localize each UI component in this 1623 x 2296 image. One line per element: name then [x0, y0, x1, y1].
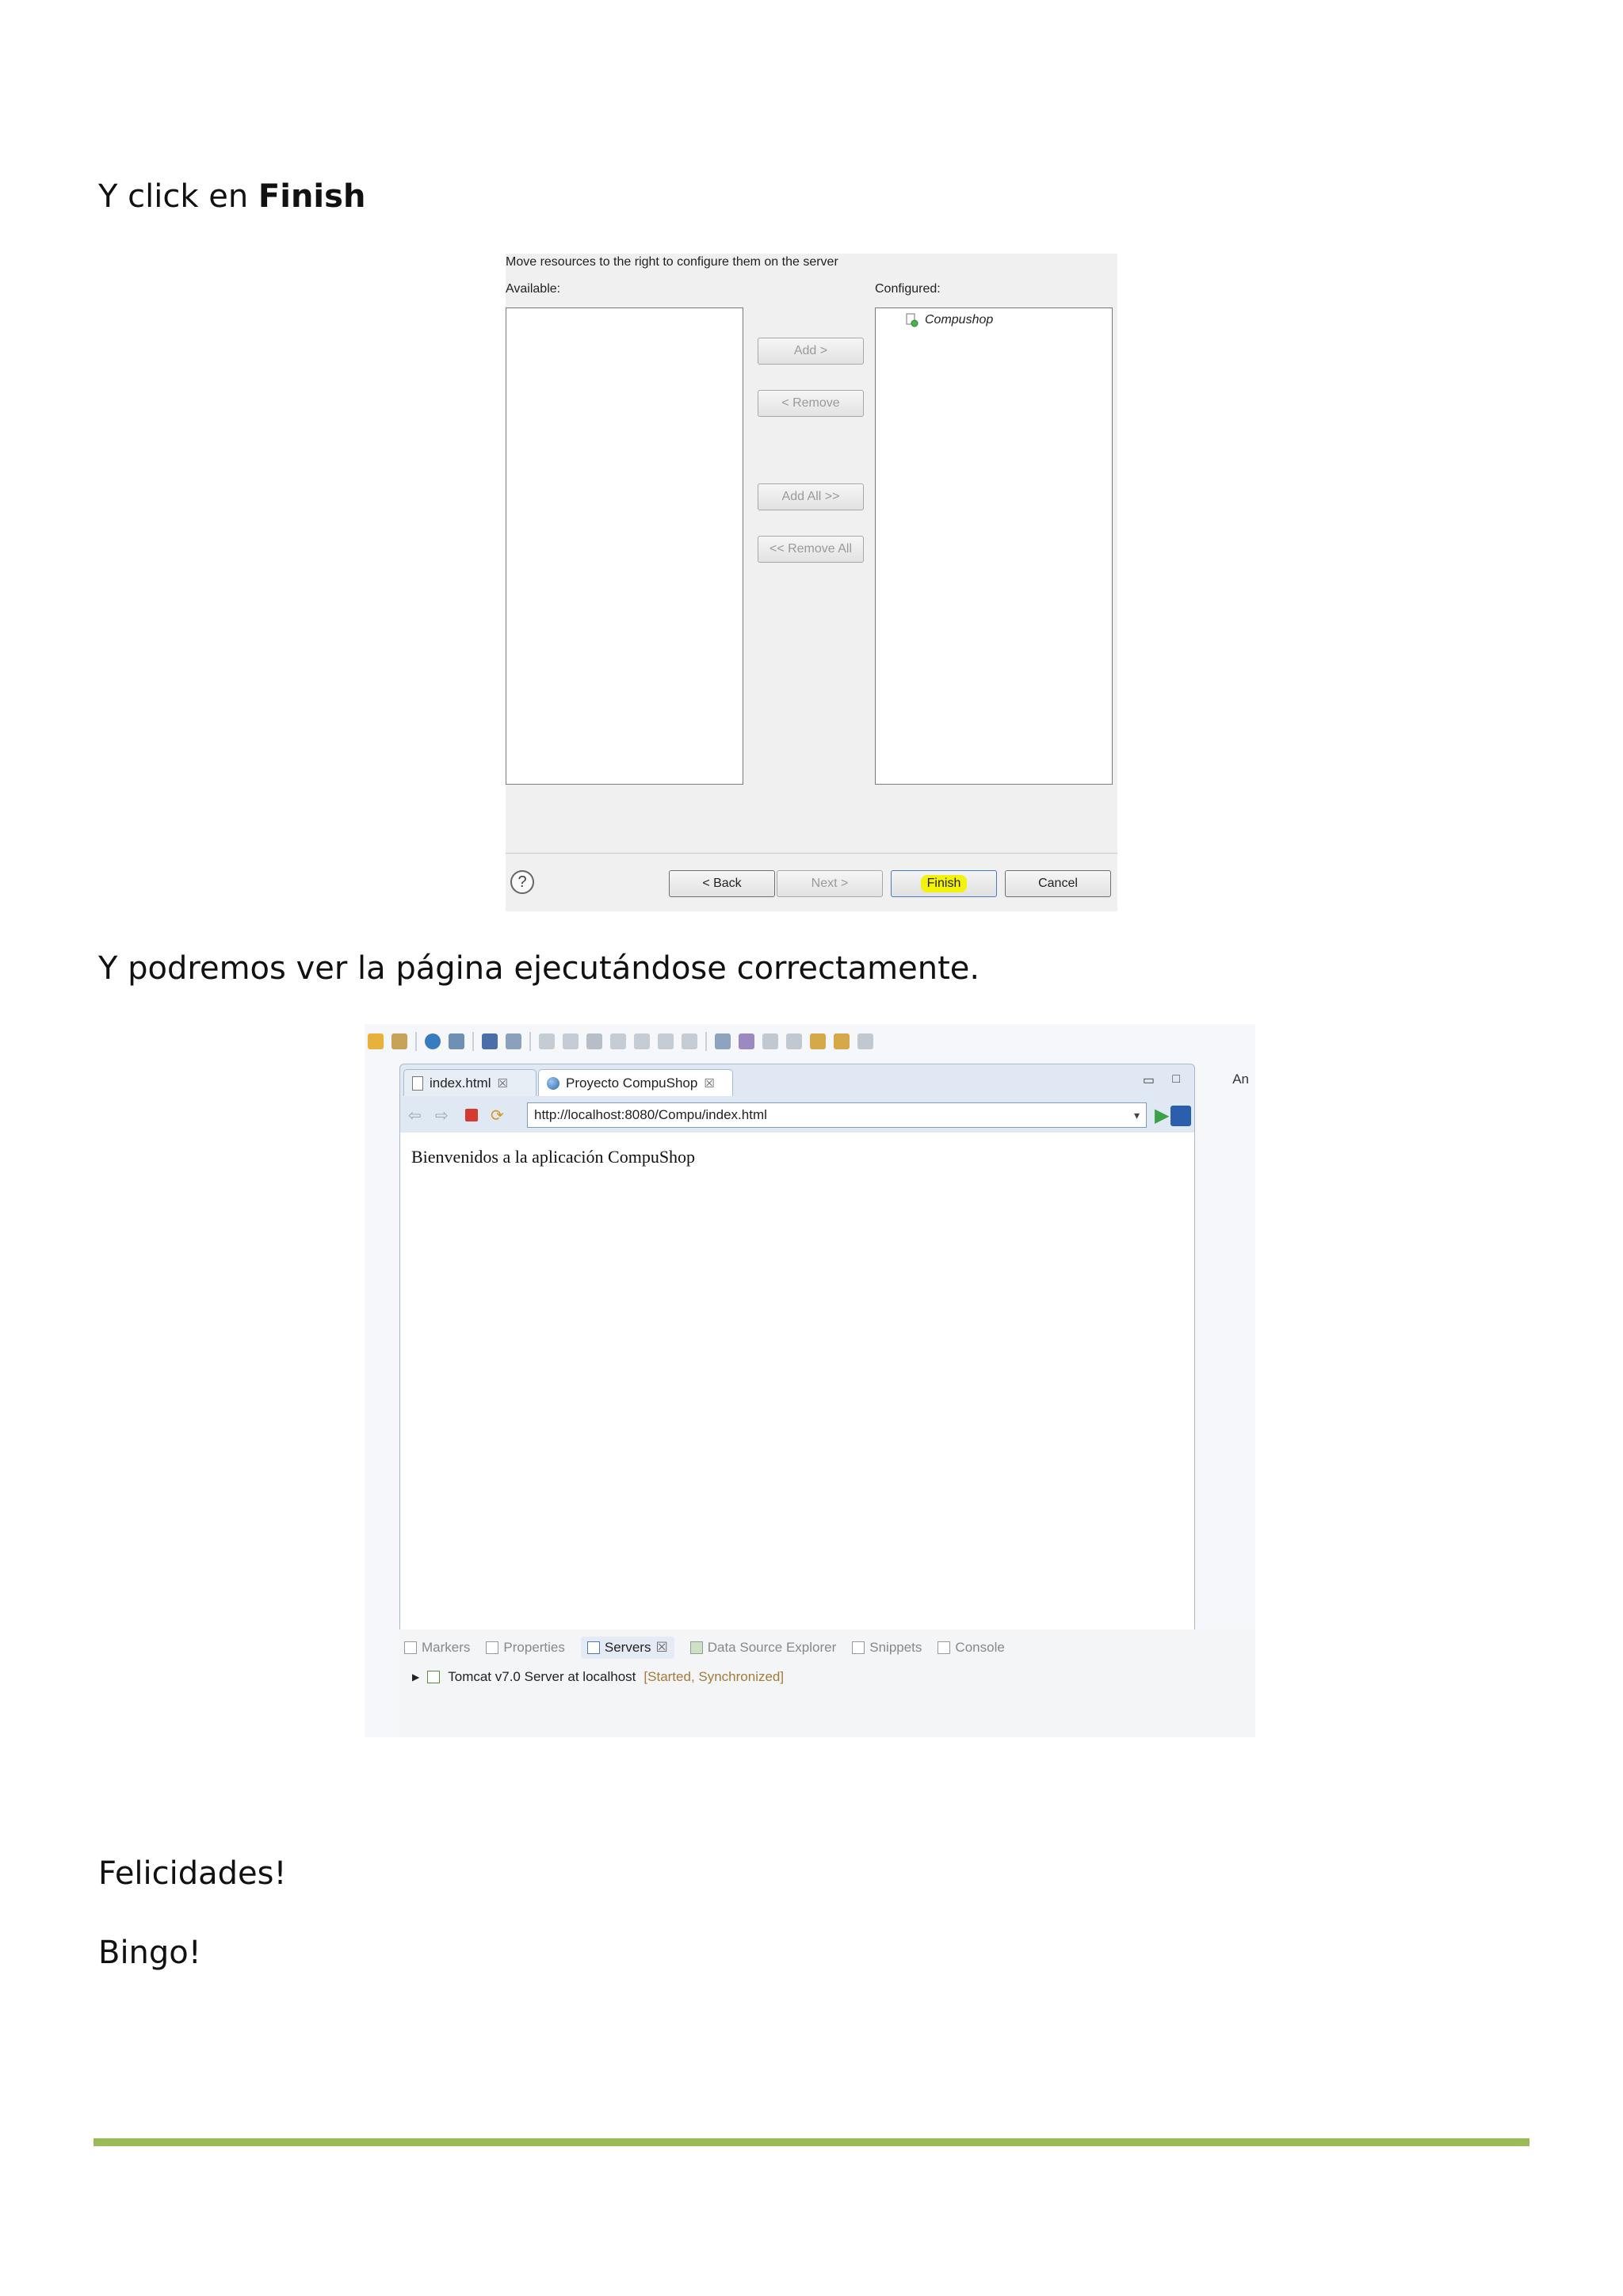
url-input[interactable]: [527, 1102, 1147, 1128]
tab-markers[interactable]: [404, 1640, 470, 1656]
tab-servers[interactable]: [581, 1637, 674, 1659]
configured-list[interactable]: [875, 308, 1113, 785]
dialog-instruction: Move resources to the right to configure them on the server: [506, 255, 838, 269]
add-button[interactable]: Add >: [758, 338, 864, 365]
toolbar-separator: [529, 1032, 531, 1051]
external-browser-icon[interactable]: [1170, 1106, 1191, 1126]
pause-icon[interactable]: [563, 1033, 579, 1049]
step-return-icon[interactable]: [682, 1033, 697, 1049]
list-icon[interactable]: [715, 1033, 731, 1049]
server-icon: [427, 1671, 440, 1683]
forward-arrow-icon[interactable]: [857, 1033, 873, 1049]
tab-snippets[interactable]: [852, 1640, 922, 1656]
server-status: [Started, Synchronized]: [643, 1669, 785, 1684]
servers-icon: [587, 1641, 600, 1654]
configured-label: Configured:: [875, 282, 941, 296]
maximize-icon[interactable]: □: [1172, 1072, 1180, 1086]
finish-button[interactable]: [891, 870, 997, 897]
view-tabs: [399, 1634, 1255, 1661]
next-button[interactable]: Next >: [777, 870, 883, 897]
tab-label: index.html: [430, 1075, 491, 1091]
add-all-button[interactable]: Add All >>: [758, 483, 864, 510]
tools-icon[interactable]: [739, 1033, 754, 1049]
chevron-down-icon[interactable]: ▾: [1133, 1108, 1140, 1121]
project-icon: [906, 313, 918, 327]
views-panel: [399, 1629, 1255, 1737]
tab-data-source-explorer[interactable]: [690, 1640, 837, 1656]
close-icon[interactable]: ☒: [497, 1076, 508, 1091]
stop-icon[interactable]: [586, 1033, 602, 1049]
minimize-icon[interactable]: ▭: [1142, 1074, 1155, 1087]
toolbar-separator: [705, 1032, 707, 1051]
url-text: http://localhost:8080/Compu/index.html: [534, 1107, 767, 1122]
available-list[interactable]: [506, 308, 743, 785]
tab-label: Console: [955, 1640, 1005, 1655]
open-folder-icon[interactable]: [368, 1033, 384, 1049]
browser-content: [400, 1133, 1194, 1668]
finish-button-label: Finish: [921, 875, 968, 892]
toolbar-separator: [472, 1032, 474, 1051]
properties-icon: [486, 1641, 498, 1654]
annotation-icon[interactable]: [762, 1033, 778, 1049]
console-icon: [938, 1641, 950, 1654]
configured-item-compushop[interactable]: [906, 313, 993, 327]
data-source-icon: [690, 1641, 703, 1654]
page-welcome-text: Bienvenidos a la aplicación CompuShop: [411, 1147, 696, 1167]
toolbar-separator: [415, 1032, 417, 1051]
close-icon[interactable]: ☒: [704, 1076, 715, 1091]
step-into-icon[interactable]: [634, 1033, 650, 1049]
outline-label[interactable]: An: [1232, 1072, 1249, 1087]
help-icon[interactable]: ?: [510, 870, 534, 894]
result-paragraph: Y podremos ver la página ejecutándose correctamente.: [98, 950, 980, 987]
tab-label: Proyecto CompuShop: [566, 1075, 698, 1091]
resume-icon[interactable]: [539, 1033, 555, 1049]
browser-toolbar: [400, 1099, 1194, 1131]
back-arrow-icon[interactable]: [834, 1033, 850, 1049]
go-icon[interactable]: ▶: [1155, 1105, 1170, 1126]
refresh-icon[interactable]: ⟳: [491, 1107, 504, 1125]
server-resources-dialog: [506, 254, 1117, 911]
globe-icon[interactable]: [425, 1033, 441, 1049]
tab-index-html[interactable]: [403, 1069, 537, 1096]
editor-area: [399, 1064, 1195, 1669]
button-bar-separator: [506, 853, 1117, 854]
remove-all-button[interactable]: << Remove All: [758, 536, 864, 563]
tab-label: Snippets: [869, 1640, 922, 1655]
tab-label: Data Source Explorer: [707, 1640, 837, 1655]
stop-icon[interactable]: [465, 1109, 478, 1121]
file-icon: [412, 1076, 423, 1091]
forward-icon[interactable]: ⇨: [435, 1107, 449, 1125]
congrats-paragraph: Felicidades!: [98, 1855, 287, 1892]
bingo-paragraph: Bingo!: [98, 1935, 201, 1971]
back-icon[interactable]: ⇦: [408, 1107, 422, 1125]
server-row[interactable]: [412, 1669, 784, 1685]
expand-arrow-icon[interactable]: ▶: [412, 1671, 420, 1683]
instruction-paragraph-finish: [98, 178, 365, 216]
snippets-icon: [852, 1641, 865, 1654]
globe-icon: [547, 1077, 559, 1090]
pencil-icon[interactable]: [391, 1033, 407, 1049]
close-icon[interactable]: ☒: [655, 1640, 668, 1655]
server-name: Tomcat v7.0 Server at localhost: [448, 1669, 636, 1684]
tab-label: Servers: [604, 1640, 651, 1655]
remove-button[interactable]: < Remove: [758, 390, 864, 417]
next-annotation-icon[interactable]: [786, 1033, 802, 1049]
tab-properties[interactable]: [486, 1640, 564, 1656]
available-label: Available:: [506, 282, 561, 296]
tab-label: Markers: [422, 1640, 471, 1655]
tab-console[interactable]: [938, 1640, 1004, 1656]
configured-item-label: Compushop: [925, 313, 994, 327]
pin-icon[interactable]: [506, 1033, 521, 1049]
monitor-icon[interactable]: [482, 1033, 498, 1049]
last-edit-icon[interactable]: [810, 1033, 826, 1049]
paragraph-text: Y click en: [98, 178, 258, 215]
search-icon[interactable]: [449, 1033, 464, 1049]
tab-proyecto-compushop[interactable]: [538, 1069, 733, 1096]
finish-emphasis: Finish: [258, 178, 366, 215]
footer-rule: [94, 2138, 1529, 2146]
eclipse-browser-screenshot: [365, 1024, 1255, 1737]
tab-label: Properties: [503, 1640, 565, 1655]
cancel-button[interactable]: Cancel: [1005, 870, 1111, 897]
main-toolbar: [365, 1024, 1255, 1059]
disconnect-icon[interactable]: [610, 1033, 626, 1049]
back-button[interactable]: < Back: [669, 870, 775, 897]
step-over-icon[interactable]: [658, 1033, 674, 1049]
markers-icon: [404, 1641, 417, 1654]
